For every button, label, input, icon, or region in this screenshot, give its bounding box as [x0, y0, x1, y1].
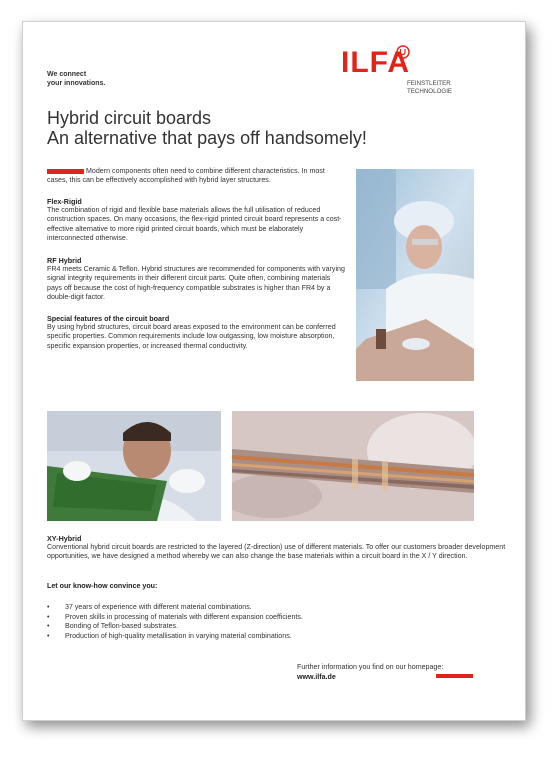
list-item: • 37 years of experience with different material combinations.	[47, 603, 303, 613]
section-heading: Special features of the circuit board	[47, 314, 170, 323]
knowhow-heading: Let our know-how convince you:	[47, 582, 158, 590]
section-heading: XY-Hybrid	[47, 534, 82, 543]
homepage-link[interactable]: www.ilfa.de	[297, 673, 336, 681]
section-body: The combination of rigid and flexible base materials allows the full utilisation of reduced construction spaces. On many occasions, the flex-rigid printed circuit board represents a cost-effective alternative to more rigid printed circuit boards, which must be elaborately interconnected otherwise.	[47, 206, 342, 242]
title-line-1: Hybrid circuit boards	[47, 108, 212, 128]
section-flex-rigid	[47, 197, 347, 243]
lab-worker-photo	[356, 169, 474, 381]
pcb-inspection-photo	[47, 411, 221, 521]
section-xy-hybrid	[47, 534, 517, 562]
section-special-features	[47, 314, 347, 351]
footer-red-accent	[436, 674, 473, 678]
tagline-line-1: We connect	[47, 71, 87, 78]
document-page	[22, 21, 526, 721]
ilfa-logo	[341, 46, 453, 95]
section-body: By using hybrid structures, circuit board areas exposed to the environment can be conferred specific properties. Common requirements include low outgassing, low moisture absorption, specific expansion properties, or increased thermal conductivity.	[47, 323, 336, 350]
title-line-2: An alternative that pays off handsomely!	[47, 128, 367, 148]
section-heading: Flex-Rigid	[47, 197, 82, 206]
section-heading: RF Hybrid	[47, 256, 82, 265]
page-title	[47, 108, 367, 148]
logo-subtitle: FEINSTLEITER TECHNOLOGIE	[407, 80, 453, 95]
list-item: • Production of high-quality metallisation in varying material combinations.	[47, 632, 303, 642]
section-rf-hybrid	[47, 256, 347, 302]
list-item: • Bonding of Teflon-based substrates.	[47, 622, 303, 632]
list-item: • Proven skills in processing of materials with different expansion coefficients.	[47, 613, 303, 623]
section-body: FR4 meets Ceramic & Teflon. Hybrid structures are recommended for components with varying signal integrity requirements in their different circuit parts. Quite often, combining materials pays off because the cost of high-frequency compatible substrates is higher than FR4 by a double-digit factor.	[47, 265, 345, 301]
hybrid-layers-photo	[232, 411, 474, 521]
intro-paragraph: Modern components often need to combine different characteristics. In most cases, this can be effectively accomplished with hybrid layer structures.	[47, 167, 325, 185]
footer-info	[297, 662, 443, 682]
red-accent-bar	[47, 169, 84, 174]
tagline-line-2: your innovations.	[47, 80, 106, 87]
logo-wordmark: ILFA	[341, 46, 410, 79]
section-body: Conventional hybrid circuit boards are restricted to the layered (Z-direction) use of different materials. To offer our customers broader development opportunities, we have designed a method whereby we can also change the base materials within a circuit board in the X / Y direction.	[47, 543, 506, 561]
logo-mu-icon	[395, 44, 411, 60]
further-info-text: Further information you find on our homepage:	[297, 663, 444, 671]
tagline	[47, 70, 105, 88]
knowhow-list	[47, 603, 303, 641]
